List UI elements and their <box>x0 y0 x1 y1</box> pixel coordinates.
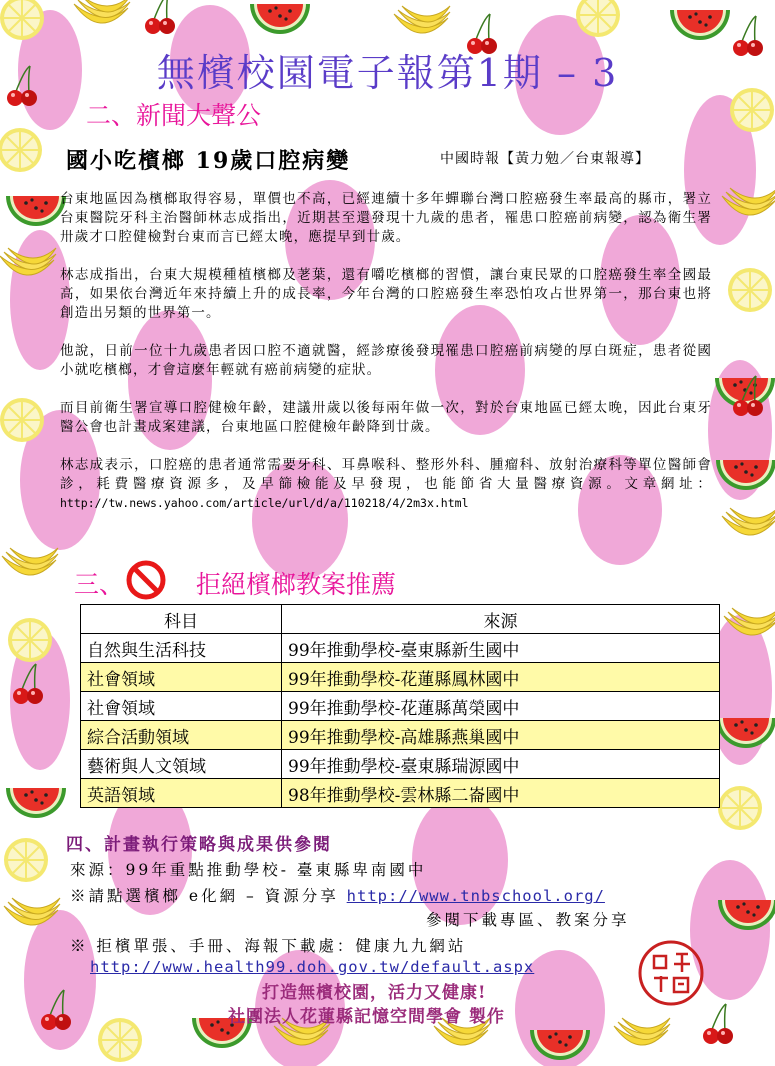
download-link[interactable]: http://www.health99.doh.gov.tw/default.aspx <box>90 958 535 976</box>
table-cell-subject: 社會領域 <box>81 663 282 692</box>
table-cell-source: 99年推動學校-花蓮縣鳳林國中 <box>282 663 720 692</box>
section3-heading: 拒絕檳榔教案推薦 <box>196 570 397 599</box>
download-line: ※ 拒檳單張、手冊、海報下載處：健康九九網站 <box>70 937 467 955</box>
no-sign-icon <box>126 560 166 600</box>
article-paragraph: 而目前衛生署宣導口腔健檢年齡，建議卅歲以後每兩年做一次，對於台東地區已經太晚，因此台東牙醫公會也計畫成案建議，台東地區口腔健檢年齡降到廿歲。 <box>60 400 712 435</box>
table-header-source: 來源 <box>282 605 720 634</box>
article-link[interactable]: http://tw.news.yahoo.com/article/url/d/a/110218/4/2m3x.html <box>60 496 469 510</box>
article-paragraph: 林志成指出，台東大規模種植檳榔及荖葉，還有嚼吃檳榔的習慣，讓台東民眾的口腔癌發生率全國最高，如果依台灣近年來持續上升的成長率，今年台灣的口腔癌發生率恐怕攻占世界第一，那台東也將創造出另類的世界第一。 <box>60 267 712 321</box>
section2-heading: 二、新聞大聲公 <box>86 101 262 130</box>
newsletter-title: 無檳校園電子報第1期 – 3 <box>156 51 619 95</box>
table-row <box>81 663 720 692</box>
table-cell-source: 99年推動學校-臺東縣新生國中 <box>282 634 720 663</box>
table-row <box>81 634 720 663</box>
resource-link[interactable]: http://www.tnbschool.org/ <box>346 887 605 905</box>
news-article <box>60 190 712 513</box>
resource-prefix: ※請點選檳榔 e化網 – 資源分享 <box>70 887 339 905</box>
section4-heading: 四、計畫執行策略與成果供參閱 <box>66 835 332 855</box>
table-cell-source: 98年推動學校-雲林縣二崙國中 <box>282 779 720 808</box>
table-cell-subject: 藝術與人文領域 <box>81 750 282 779</box>
lesson-plan-table <box>80 604 720 808</box>
table-header-row <box>81 605 720 634</box>
table-cell-subject: 自然與生活科技 <box>81 634 282 663</box>
article-paragraph: 台東地區因為檳榔取得容易，單價也不高，已經連續十多年蟬聯台灣口腔癌發生率最高的縣市，署立台東醫院牙科主治醫師林志成指出，近期甚至還發現十九歲的患者，罹患口腔癌前病變，認為衛生署卅歲才口腔健檢對台東而言已經太晚，應提早到廿歲。 <box>60 191 712 245</box>
table-cell-source: 99年推動學校-花蓮縣萬榮國中 <box>282 692 720 721</box>
table-cell-source: 99年推動學校-臺東縣瑞源國中 <box>282 750 720 779</box>
news-headline: 國小吃檳榔 19歲口腔病變 <box>66 148 351 174</box>
table-row <box>81 721 720 750</box>
maker-credit: 社團法人花蓮縣記憶空間學會 製作 <box>228 1007 505 1027</box>
table-cell-subject: 綜合活動領域 <box>81 721 282 750</box>
resource-suffix: 參閱下載專區、教案分享 <box>426 911 630 929</box>
seal-stamp <box>636 938 706 1008</box>
resource-line <box>70 884 605 906</box>
section3-number: 三、 <box>74 570 125 599</box>
table-header-subject: 科目 <box>81 605 282 634</box>
slogan: 打造無檳校園，活力又健康! <box>262 983 487 1003</box>
table-cell-source: 99年推動學校-高雄縣燕巢國中 <box>282 721 720 750</box>
table-cell-subject: 社會領域 <box>81 692 282 721</box>
table-row <box>81 750 720 779</box>
table-row <box>81 779 720 808</box>
source-line: 來源：99年重點推動學校- 臺東縣卑南國中 <box>70 861 427 879</box>
table-cell-subject: 英語領域 <box>81 779 282 808</box>
table-row <box>81 692 720 721</box>
news-source: 中國時報【黃力勉／台東報導】 <box>440 151 650 167</box>
article-paragraph-last <box>60 456 712 513</box>
article-paragraph: 他說，日前一位十九歲患者因口腔不適就醫，經診療後發現罹患口腔癌前病變的厚白斑症，患者從國小就吃檳榔，才會這麼年輕就有癌前病變的症狀。 <box>60 343 712 378</box>
article-paragraph-text: 林志成表示，口腔癌的患者通常需要牙科、耳鼻喉科、整形外科、腫瘤科、放射治療科等單位醫師會診，耗費醫療資源多，及早篩檢能及早發現，也能節省大量醫療資源。 <box>60 457 712 492</box>
article-link-label: 文章網址： <box>624 476 712 492</box>
section3-header <box>74 560 534 600</box>
